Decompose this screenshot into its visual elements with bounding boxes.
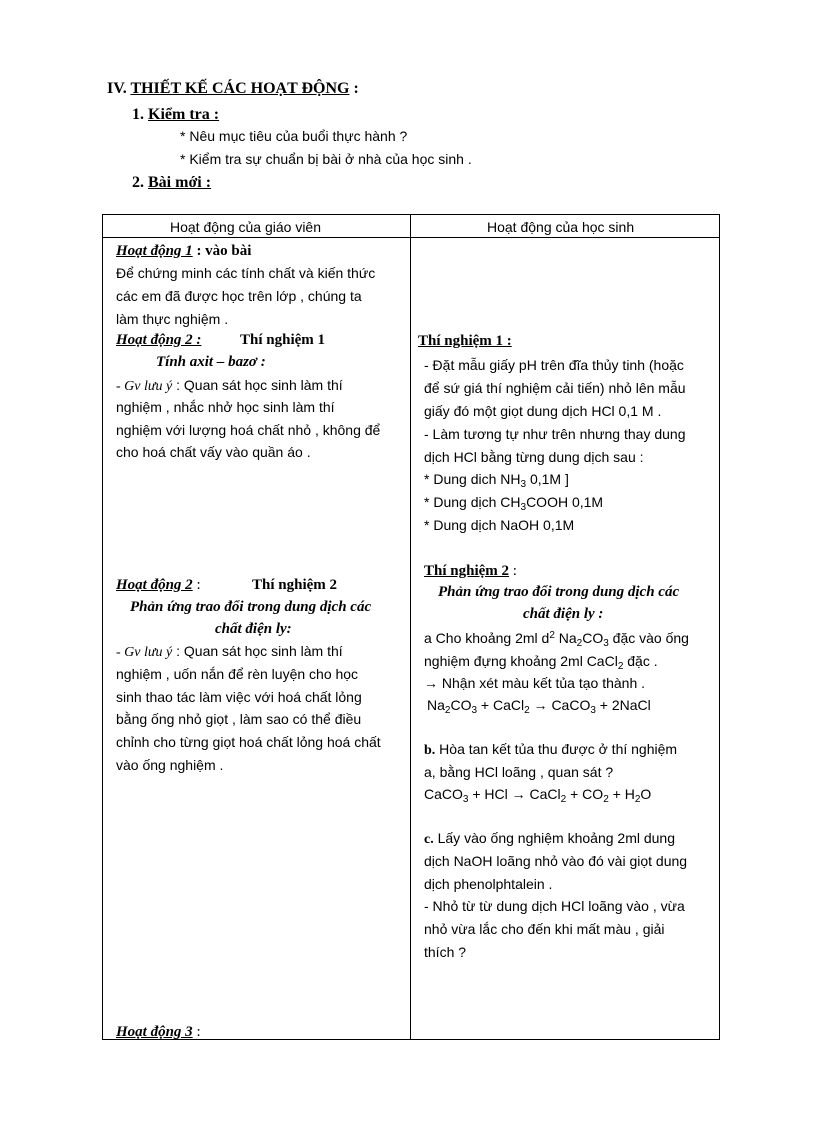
gv-luu-y-2: - Gv lưu ý : Quan sát học sinh làm thí xyxy=(116,643,343,660)
header-teacher: Hoạt động của giáo viên xyxy=(170,219,321,235)
gv-text-line: nghiệm , uốn nắn để rèn luyện cho học xyxy=(116,666,359,682)
hs-b-equation: CaCO$_3$ + HCl → CaCl$_2$ + $CO_2 + H_2O$ xyxy=(424,786,652,805)
hs-text-line: thích ? xyxy=(424,944,467,960)
kiem-tra-heading: 1. Kiểm tra : xyxy=(132,106,220,123)
section-heading: IV. THIẾT KẾ CÁC HOẠT ĐỘNG : xyxy=(107,80,359,97)
header-student: Hoạt động của học sinh xyxy=(487,219,635,235)
gv-text-line: cho hoá chất vấy vào quần áo . xyxy=(116,444,311,460)
gv-text-line: bằng ống nhỏ giọt , làm sao có thể điều xyxy=(116,711,362,727)
hs-ch3cooh-item: * Dung dịch $CH_3COOH$ 0,1M xyxy=(424,494,604,513)
gv-text-line: vào ống nghiệm . xyxy=(116,757,224,773)
gv-thi-nghiem-2: Thí nghiệm 2 xyxy=(252,577,338,593)
bai-moi-heading: 2. Bài mới : xyxy=(132,174,212,191)
section-title: THIẾT KẾ CÁC HOẠT ĐỘNG xyxy=(130,80,350,97)
hs-b-line2: a, bằng HCl loãng , quan sát ? xyxy=(424,764,614,780)
gv-hoat-dong-2b: Hoạt động 2 : xyxy=(116,577,201,593)
hs-text-line: dịch NaOH loãng nhỏ vào đó vài giọt dung xyxy=(424,853,688,869)
gv-text-line: nghiệm với lượng hoá chất nhỏ , không để xyxy=(116,422,381,438)
hs-text-line: dịch HCl bằng từng dung dịch sau : xyxy=(424,449,644,465)
hs-text-line: - Làm tương tự như trên nhưng thay dung xyxy=(424,426,686,442)
gv-thi-nghiem-1: Thí nghiệm 1 xyxy=(240,332,326,348)
gv-text-line: làm thực nghiệm . xyxy=(116,311,229,327)
hs-thi-nghiem-1: Thí nghiệm 1 : xyxy=(418,333,512,349)
gv-hoat-dong-2a: Hoạt động 2 : xyxy=(116,332,202,348)
hs-text-line: - Nhỏ từ từ dung dịch HCl loãng vào , vừa xyxy=(424,898,685,914)
gv-luu-y-1: - Gv lưu ý : Quan sát học sinh làm thí xyxy=(116,377,343,394)
kiem-tra-item: * Kiểm tra sự chuẩn bị bài ở nhà của học sinh . xyxy=(180,151,472,167)
hs-a-line1: a Cho khoảng 2ml $d^2$ $Na_2CO_3$ đặc vào ống xyxy=(424,630,689,649)
hs-text-line: - Đặt mẫu giấy pH trên đĩa thủy tinh (hoặc xyxy=(424,357,684,373)
gv-text-line: sinh thao tác làm việc với hoá chất lỏng xyxy=(116,689,362,705)
hs-text-line: để sứ giá thí nghiệm cải tiến) nhỏ lên mẫu xyxy=(424,380,686,396)
hs-c-line1: c. Lấy vào ống nghiệm khoảng 2ml dung xyxy=(424,830,675,847)
hs-text-line: giấy đó một giọt dung dịch HCl 0,1 M . xyxy=(424,403,662,419)
column-divider xyxy=(410,215,411,1039)
hs-text-line: nhỏ vừa lắc cho đến khi mất màu , giải xyxy=(424,921,665,937)
hs-phan-ung-2: chất điện ly : xyxy=(523,606,604,622)
hs-nh3-item: * Dung dich $NH_3$ 0,1M ] xyxy=(424,471,569,490)
header-divider xyxy=(103,237,719,238)
gv-text-line: nghiệm , nhắc nhở học sinh làm thí xyxy=(116,399,335,415)
gv-text-line: chỉnh cho từng giọt hoá chất lỏng hoá chất xyxy=(116,734,381,750)
kiem-tra-item: * Nêu mục tiêu của buổi thực hành ? xyxy=(180,128,408,144)
hs-text-line: dịch phenolphtalein . xyxy=(424,876,553,892)
gv-phan-ung-1: Phản ứng trao đổi trong dung dịch các xyxy=(130,599,372,615)
hs-b-line1: b. Hòa tan kết tủa thu được ở thí nghiệm xyxy=(424,741,678,758)
gv-text-line: Để chứng minh các tính chất và kiến thức xyxy=(116,265,376,281)
hs-a-line3: → Nhận xét màu kết tủa tạo thành . xyxy=(424,675,646,691)
hs-naoh-item: * Dung dịch NaOH 0,1M xyxy=(424,517,575,533)
hs-a-line2: nghiệm đựng khoảng 2ml CaCl$_2$ đặc . xyxy=(424,653,658,672)
hs-phan-ung-1: Phản ứng trao đổi trong dung dịch các xyxy=(438,584,680,600)
hs-a-equation: $Na_2CO_3$ + CaCl$_2$ → CaCO$_3$ + 2NaCl xyxy=(427,697,651,716)
gv-phan-ung-2: chất điện ly: xyxy=(215,621,292,637)
gv-text-line: các em đã được học trên lớp , chúng ta xyxy=(116,288,362,304)
gv-hoat-dong-3: Hoạt động 3 : xyxy=(116,1024,201,1040)
gv-hoat-dong-1: Hoạt động 1 : vào bài xyxy=(116,243,252,259)
hs-thi-nghiem-2: Thí nghiệm 2 : xyxy=(424,563,517,579)
gv-tinh-axit-bazo: Tính axit – bazơ : xyxy=(156,354,266,370)
